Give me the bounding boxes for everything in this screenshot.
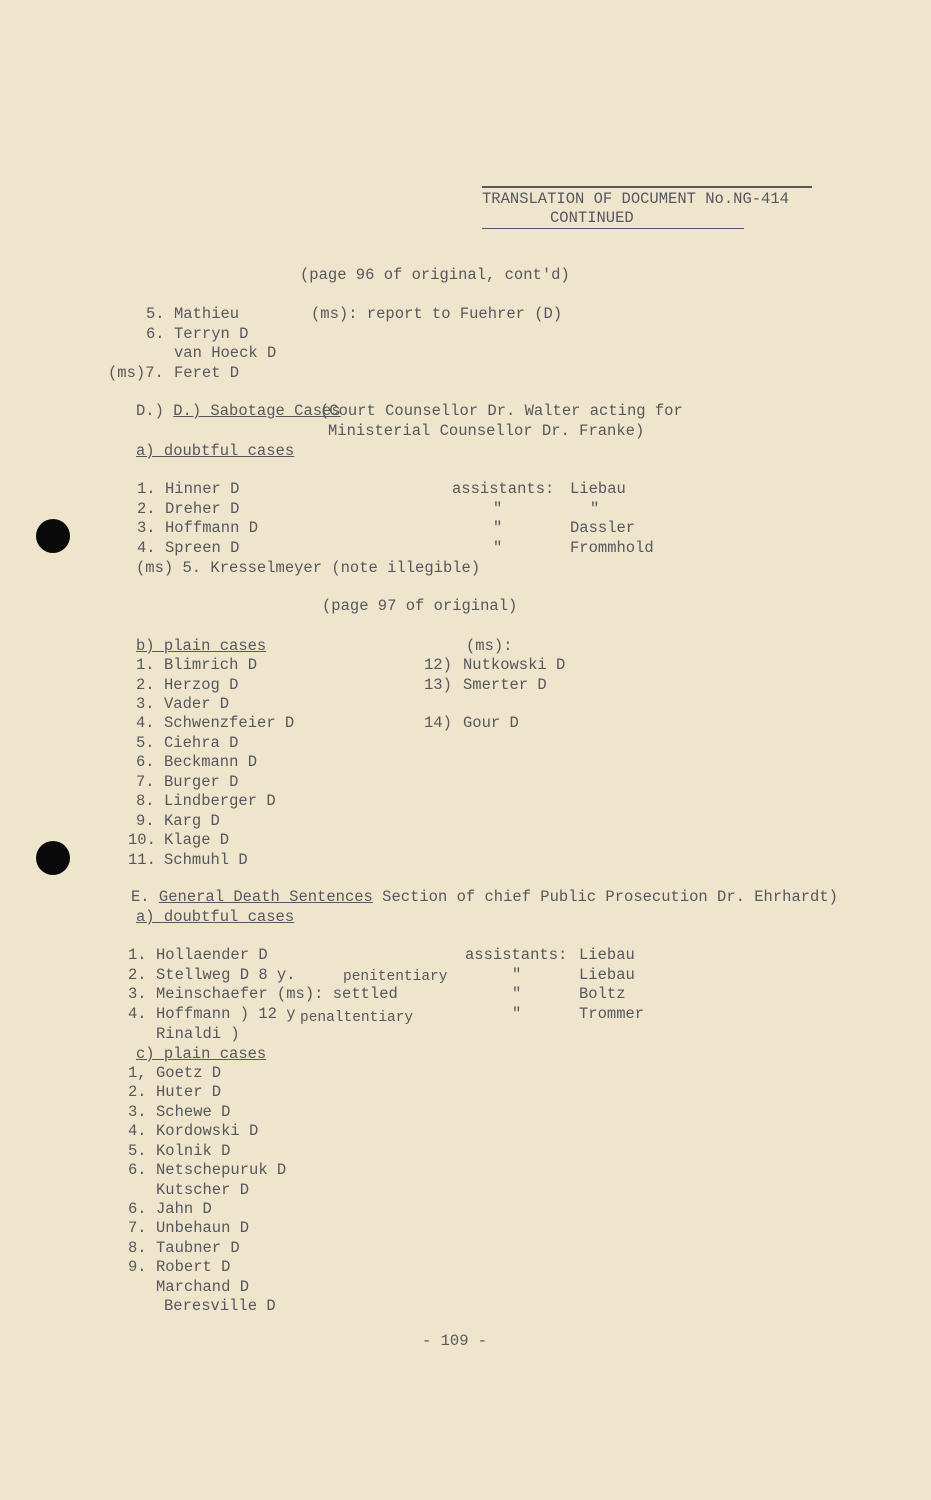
- section-e-title: [131, 888, 838, 907]
- assistants-label: assistants:: [452, 480, 555, 498]
- c-name: Jahn D: [156, 1200, 212, 1218]
- e-num: 2.: [128, 966, 147, 984]
- c-num: 2.: [128, 1083, 147, 1101]
- b-name: Vader D: [164, 695, 230, 713]
- plain-b-title: b) plain cases: [136, 637, 267, 655]
- e-ditto: ": [512, 966, 522, 984]
- page-97-note: (page 97 of original): [322, 597, 518, 615]
- c-name: Huter D: [156, 1083, 222, 1101]
- section-e-sub-c: c) plain cases: [136, 1045, 267, 1063]
- section-d-title: D.) D.) Sabotage Cases: [136, 402, 341, 420]
- e-assistant: Boltz: [579, 985, 626, 1003]
- c-name: Robert D: [156, 1258, 231, 1276]
- list1-name: Feret D: [174, 364, 240, 382]
- b-num: 11.: [128, 851, 156, 869]
- d-row-assistant: Liebau: [570, 480, 626, 498]
- list1-num: (ms)7.: [108, 364, 164, 382]
- c-num: 7.: [128, 1219, 147, 1237]
- section-e-sub-a: a) doubtful cases: [136, 908, 295, 926]
- c-num: 3.: [128, 1103, 147, 1121]
- e-name: Stellweg D 8 y.: [156, 966, 296, 984]
- c-num: 8.: [128, 1239, 147, 1257]
- list1-name: van Hoeck D: [174, 344, 277, 362]
- e-assistants-label: assistants:: [465, 946, 568, 964]
- section-e-heading: General Death Sentences: [158, 888, 373, 906]
- b-name: Burger D: [164, 773, 239, 791]
- b-num: 4.: [136, 714, 155, 732]
- punch-hole-top: [36, 519, 70, 553]
- plain-b-ms: (ms):: [466, 637, 513, 655]
- e-assistant: Trommer: [579, 1005, 645, 1023]
- d-row-name: Hinner D: [165, 480, 240, 498]
- d-row-assistant: ": [590, 500, 600, 518]
- c-num: 6.: [128, 1161, 147, 1179]
- e-name: Meinschaefer (ms): settled: [156, 985, 398, 1003]
- b-name: Karg D: [164, 812, 220, 830]
- e-ditto: ": [512, 985, 522, 1003]
- section-d-heading: D.) Sabotage Cases: [173, 402, 341, 420]
- d-row-num: 2.: [137, 500, 156, 518]
- b-name: Blimrich D: [164, 656, 258, 674]
- b-num: 10.: [128, 831, 156, 849]
- b-num: 2.: [136, 676, 155, 694]
- c-name: Unbehaun D: [156, 1219, 250, 1237]
- e-ditto: ": [512, 1005, 522, 1023]
- e-note: penitentiary: [343, 969, 448, 985]
- b-name: Herzog D: [164, 676, 239, 694]
- b-right-name: Gour D: [463, 714, 519, 732]
- b-right-num: 13): [424, 676, 452, 694]
- e-assistant: Liebau: [579, 966, 635, 984]
- list1-name: Mathieu: [174, 305, 240, 323]
- c-num: 6.: [128, 1200, 147, 1218]
- b-num: 1.: [136, 656, 155, 674]
- d-row-assistant: Frommhold: [570, 539, 654, 557]
- header-continued: CONTINUED: [482, 209, 744, 229]
- c-name: Goetz D: [156, 1064, 222, 1082]
- e-num: 1.: [128, 946, 147, 964]
- section-d-sub-a: a) doubtful cases: [136, 442, 295, 460]
- b-right-num: 14): [424, 714, 452, 732]
- b-name: Ciehra D: [164, 734, 239, 752]
- c-num: 5.: [128, 1142, 147, 1160]
- d-row-num: 4.: [137, 539, 156, 557]
- e-note: penaltentiary: [300, 1010, 414, 1026]
- c-name: Kutscher D: [156, 1181, 250, 1199]
- b-num: 3.: [136, 695, 155, 713]
- b-right-num: 12): [424, 656, 452, 674]
- b-num: 6.: [136, 753, 155, 771]
- c-name: Marchand D: [156, 1278, 250, 1296]
- page-number: - 109 -: [422, 1332, 488, 1350]
- section-d-counsellor: (Court Counsellor Dr. Walter acting for: [320, 402, 683, 420]
- list1-num: 6.: [146, 325, 165, 343]
- e-name: Rinaldi ): [156, 1025, 240, 1043]
- header-title: TRANSLATION OF DOCUMENT No.NG-414: [482, 186, 812, 209]
- e-name: Hoffmann ) 12 y: [156, 1005, 296, 1023]
- c-name: Kordowski D: [156, 1122, 259, 1140]
- b-num: 9.: [136, 812, 155, 830]
- b-right-name: Smerter D: [463, 676, 547, 694]
- b-right-name: Nutkowski D: [463, 656, 566, 674]
- b-num: 5.: [136, 734, 155, 752]
- document-header: [482, 186, 812, 229]
- d-row-name: Dreher D: [165, 500, 240, 518]
- c-name: Kolnik D: [156, 1142, 231, 1160]
- list1-num: 5.: [146, 305, 165, 323]
- d-row-num: 3.: [137, 519, 156, 537]
- list1-name: Terryn D: [174, 325, 249, 343]
- c-name: Schewe D: [156, 1103, 231, 1121]
- b-name: Klage D: [164, 831, 230, 849]
- c-num: 1,: [128, 1064, 147, 1082]
- b-name: Lindberger D: [164, 792, 276, 810]
- page-96-note: (page 96 of original, cont'd): [300, 266, 570, 284]
- d-row-num: 1.: [137, 480, 156, 498]
- punch-hole-bottom: [36, 841, 70, 875]
- d-row-ditto: ": [493, 500, 503, 518]
- e-assistant: Liebau: [579, 946, 635, 964]
- e-name: Hollaender D: [156, 946, 268, 964]
- e-num: 3.: [128, 985, 147, 1003]
- c-name: Netschepuruk D: [156, 1161, 287, 1179]
- c-name: Taubner D: [156, 1239, 240, 1257]
- section-e-rest: Section of chief Public Prosecution Dr. Ehrhardt): [382, 888, 838, 906]
- d-row-name: Spreen D: [165, 539, 240, 557]
- d-row-ditto: ": [493, 539, 503, 557]
- section-e-pre: E.: [131, 888, 150, 906]
- section-d-counsellor-2: Ministerial Counsellor Dr. Franke): [328, 422, 645, 440]
- e-num: 4.: [128, 1005, 147, 1023]
- d-row-name: Hoffmann D: [165, 519, 259, 537]
- list1-note: (ms): report to Fuehrer (D): [311, 305, 563, 323]
- b-name: Schmuhl D: [164, 851, 248, 869]
- b-num: 8.: [136, 792, 155, 810]
- d-row-ditto: ": [493, 519, 503, 537]
- b-num: 7.: [136, 773, 155, 791]
- b-name: Schwenzfeier D: [164, 714, 295, 732]
- c-num: 9.: [128, 1258, 147, 1276]
- c-num: 4.: [128, 1122, 147, 1140]
- c-name: Beresville D: [164, 1297, 276, 1315]
- d-ms-line: (ms) 5. Kresselmeyer (note illegible): [136, 559, 481, 577]
- b-name: Beckmann D: [164, 753, 258, 771]
- d-row-assistant: Dassler: [570, 519, 636, 537]
